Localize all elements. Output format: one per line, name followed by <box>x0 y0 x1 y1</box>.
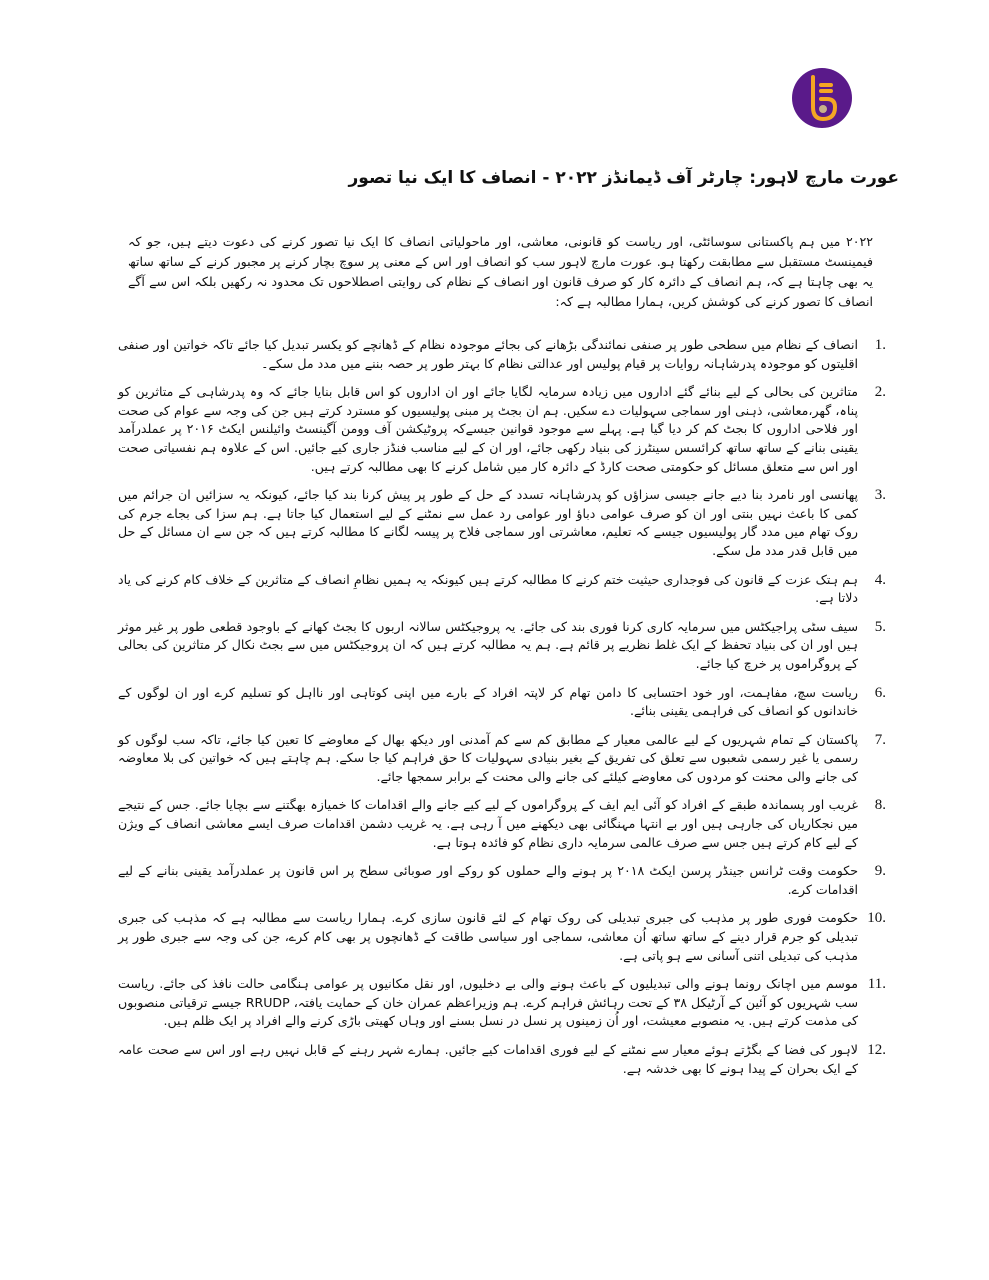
demand-number: 9. <box>874 863 886 880</box>
demand-number: 2. <box>874 384 886 401</box>
demand-item <box>118 909 886 965</box>
demand-text: متاثرین کی بحالی کے لیے بنائے گئے اداروں میں زیادہ سرمایہ لگایا جائے اور ان اداروں کو اس قابل بنایا جائے کہ وہ پدرشاہی کے متاثرین کو پناہ، گھر،معاشی، ذہنی اور سماجی سہولیات دے سکیں. ہم ان بجٹ پر مبنی پولیسیوں کو مسترد کرتے ہیں جن کی وجہ سے عوام کی صحت اور فلاحی اداروں کا بجٹ کم کر دیا گیا ہے. پہلے سے موجود قوانین جیسےکہ پروٹیکشن آف وومن آگینسٹ وائیلنس ایکٹ ۲۰۱۶ پر عملدرآمد یقینی بنانے کے ساتھ ساتھ کرائسس سینٹرز کی بنیاد رکھی جائے، اور ان کے لیے مناسب فنڈز جاری کیے جائیں. اس کے علاوہ ہم نفسیاتی صحت اور اس سے متعلق مسائل کو حکومتی صحت کارڈ کے دائرہ کار میں شامل کرنے کا بھی مطالبہ کرتے ہیں. <box>118 384 858 474</box>
demand-text: حکومت وقت ٹرانس جینڈر پرسن ایکٹ ۲۰۱۸ پر ہونے والے حملوں کو روکے اور صوبائی سطح پر اس قانون پر عملدرآمد یقینی بنانے کے لیے اقدامات کرے. <box>118 863 858 897</box>
demand-text: سیف سٹی پراجیکٹس میں سرمایہ کاری کرنا فوری بند کی جائے. یہ پروجیکٹس سالانہ اربوں کا بجٹ کھانے کے باوجود قطعی طور پر غیر موثر ہیں اور ان کی بنیاد تحفظ کے ایک غلط نظریے پر قائم ہے. ہم یہ مطالبہ کرتے ہیں کہ ان پروجیکٹس میں سے بجٹ نکال کر متاثرین کی بحالی کے پروگراموں پر خرچ کیا جائے. <box>118 618 858 671</box>
logo-glyph-icon <box>799 73 845 123</box>
demand-text: انصاف کے نظام میں سطحی طور پر صنفی نمائندگی بڑھانے کی بجائے موجودہ نظام کے ڈھانچے کو یکسر تبدیل کیا جائے تاکہ خواتین اور صنفی اقلیتوں کو موجودہ پدرشاہانہ روایات پر قیام پولیس اور عدالتی نظام کا بہتر طور پر حصہ بننے میں مدد مل سکے۔ <box>118 337 858 371</box>
demand-item <box>118 684 886 721</box>
demand-text: ہم ہتک عزت کے قانون کی فوجداری حیثیت ختم کرنے کا مطالبہ کرتے ہیں کیونکہ یہ ہمیں نظامِ انصاف کے متاثرین کے خلاف کام کرنے کی یاد دلاتا ہے. <box>118 571 858 606</box>
demand-number: 4. <box>874 571 886 588</box>
demand-number: 3. <box>874 487 886 504</box>
demand-item <box>118 1041 886 1078</box>
intro-paragraph: ۲۰۲۲ میں ہم پاکستانی سوسائٹی، اور ریاست کو قانونی، معاشی، اور ماحولیاتی انصاف کا ایک نیا تصور کرنے کی دعوت دیتے ہیں، جو کہ فیمینسٹ مستقبل سے مطابقت رکھتا ہو. عورت مارچ لاہور سب کو انصاف اور اس کے معنی پر سوچ بچار کرنے پر مجبور کرنے کے ساتھ ساتھ یہ بھی چاہتا ہے کہ، ہم انصاف کے دائرہ کار کو صرف قانون اور انصاف کے نظام کی روایتی اصطلاحوں تک محدود نہ رکھیں بلکہ اس سے آگے انصاف کا تصور کرنے کی کوشش کریں، ہمارا مطالبہ ہے کہ: <box>128 234 873 309</box>
aurat-march-logo-icon <box>792 68 852 128</box>
demand-item <box>118 571 886 608</box>
demand-item <box>118 975 886 1031</box>
demand-number: 12. <box>867 1042 886 1058</box>
demand-number: 5. <box>874 618 886 635</box>
demand-item <box>118 383 886 476</box>
demand-number: 7. <box>874 731 886 748</box>
demand-item <box>118 618 886 674</box>
document-title: عورت مارچ لاہور: چارٹر آف ڈیمانڈز ۲۰۲۲ - انصاف کا ایک نیا تصور <box>348 168 899 188</box>
demand-text: غریب اور پسماندہ طبقے کے افراد کو آئی ایم ایف کے پروگراموں کے لیے کیے جانے والے اقدامات کا خمیازہ بھگتنے سے بچایا جائے. جس کے نتیجے میں نجکاریاں کی جارہی ہیں اور بے انتہا مہنگائی بھی دیکھنے میں آ رہی ہے. یہ غریب دشمن اقدامات صرف ایسے معاشی انصاف کے ویژن کے لیے کام کرتے ہیں جس سے صرف عالمی سرمایہ داری نظام کو فائدہ ہوتا ہے. <box>118 797 858 850</box>
demand-text: پھانسی اور نامرد بنا دیے جانے جیسی سزاؤں کو پدرشاہانہ تسدد کے حل کے طور پر پیش کرنا بند کیا جائے، کیونکہ یہ سزائیں ان جرائم میں کمی کا باعث نہیں بنتی اور ان کو صرف عوامی دباؤ اور عوامی رد عمل سے نمٹنے کے لیے استعمال کیا جاتا ہے. ہم سزا کی بجاے جرم کی روک تھام میں مدد گار پولیسیوں جیسے کہ تعلیم، معاشرتی اور سماجی فلاح پر پیسہ لگانے کا مطالبہ کرتے ہیں کہ جن سے ان مسائل کے حل میں قابل قدر مدد مل سکے. <box>118 487 858 558</box>
demand-item <box>118 862 886 899</box>
demand-text: حکومت فوری طور پر مذہب کی جبری تبدیلی کی روک تھام کے لئے قانون سازی کرے. ہمارا ریاست سے مطالبہ ہے کہ مذہب کی جبری تبدیلی کو جرم قرار دینے کے ساتھ ساتھ اُن معاشی، سماجی اور سیاسی طاقت کے ڈھانچوں پر بھی کام کرے، جن کی وجہ سے جبری طور پر مذہب کی تبدیلی اتنی آسانی سے ہو پاتی ہے. <box>118 910 858 963</box>
demand-text: ریاست سچ، مفاہمت، اور خود احتسابی کا دامن تھام کر لاپتہ افراد کے بارے میں اپنی کوتاہی اور نااہل کو تسلیم کرے اور ان لوگوں کے خاندانوں کو انصاف کی فراہمی یقینی بنائے. <box>118 684 858 719</box>
demand-text: موسم میں اچانک رونما ہونے والی تبدیلیوں کے باعث ہونے والی بے دخلیوں, اور نقل مکانیوں پر عوامی ہنگامی حالت نافذ کی جائے. ریاست سب شہریوں کو آئین کے آرٹیکل ۳۸ کے تحت رہائش فراہم کرے. ہم وزیراعظم عمران خان کے حمایت یافتہ، RRUDP جیسے ترقیاتی منصوبوں کی مذمت کرتے ہیں. یہ منصوبے معیشت، اور اُن زمینوں پر نسل در نسل بسنے اور وہاں کھیتی باڑی کرنے والے افراد پر ایک ظلم ہیں. <box>118 976 858 1029</box>
demands-list <box>118 336 886 1088</box>
demand-number: 6. <box>874 684 886 701</box>
demand-number: 1. <box>874 337 886 353</box>
demand-text: پاکستان کے تمام شہریوں کے لیے عالمی معیار کے مطابق کم سے کم آمدنی اور دیکھ بھال کے معاوضے کا تعین کیا جائے، تاکہ سب لوگوں کو رسمی یا غیر رسمی شعبوں سے تعلق کی تفریق کے بغیر بنیادی سہولیات کا حق فراہم کیا جا سکے. ہم چاہتے ہیں کہ خواتین کی بلا معاوضہ کی جانے والی محنت کو مردوں کی معاوضے کیلئے کی جانے والی محنت کے برابر سمجھا جائے. <box>118 731 858 784</box>
demand-item <box>118 731 886 787</box>
demand-item <box>118 336 886 373</box>
demand-text: لاہور کی فضا کے بگڑتے ہوئے معیار سے نمٹنے کے لیے فوری اقدامات کیے جائیں. ہمارے شہر رہنے کے قابل نہیں رہے اور اس سے صحت عامہ کے ایک بحران کے پیدا ہونے کا بھی خدشہ ہے. <box>118 1042 858 1076</box>
demand-number: 8. <box>874 797 886 814</box>
demand-item <box>118 796 886 852</box>
demand-number: 11. <box>867 976 886 993</box>
demand-number: 10. <box>867 910 886 927</box>
demand-item <box>118 486 886 560</box>
